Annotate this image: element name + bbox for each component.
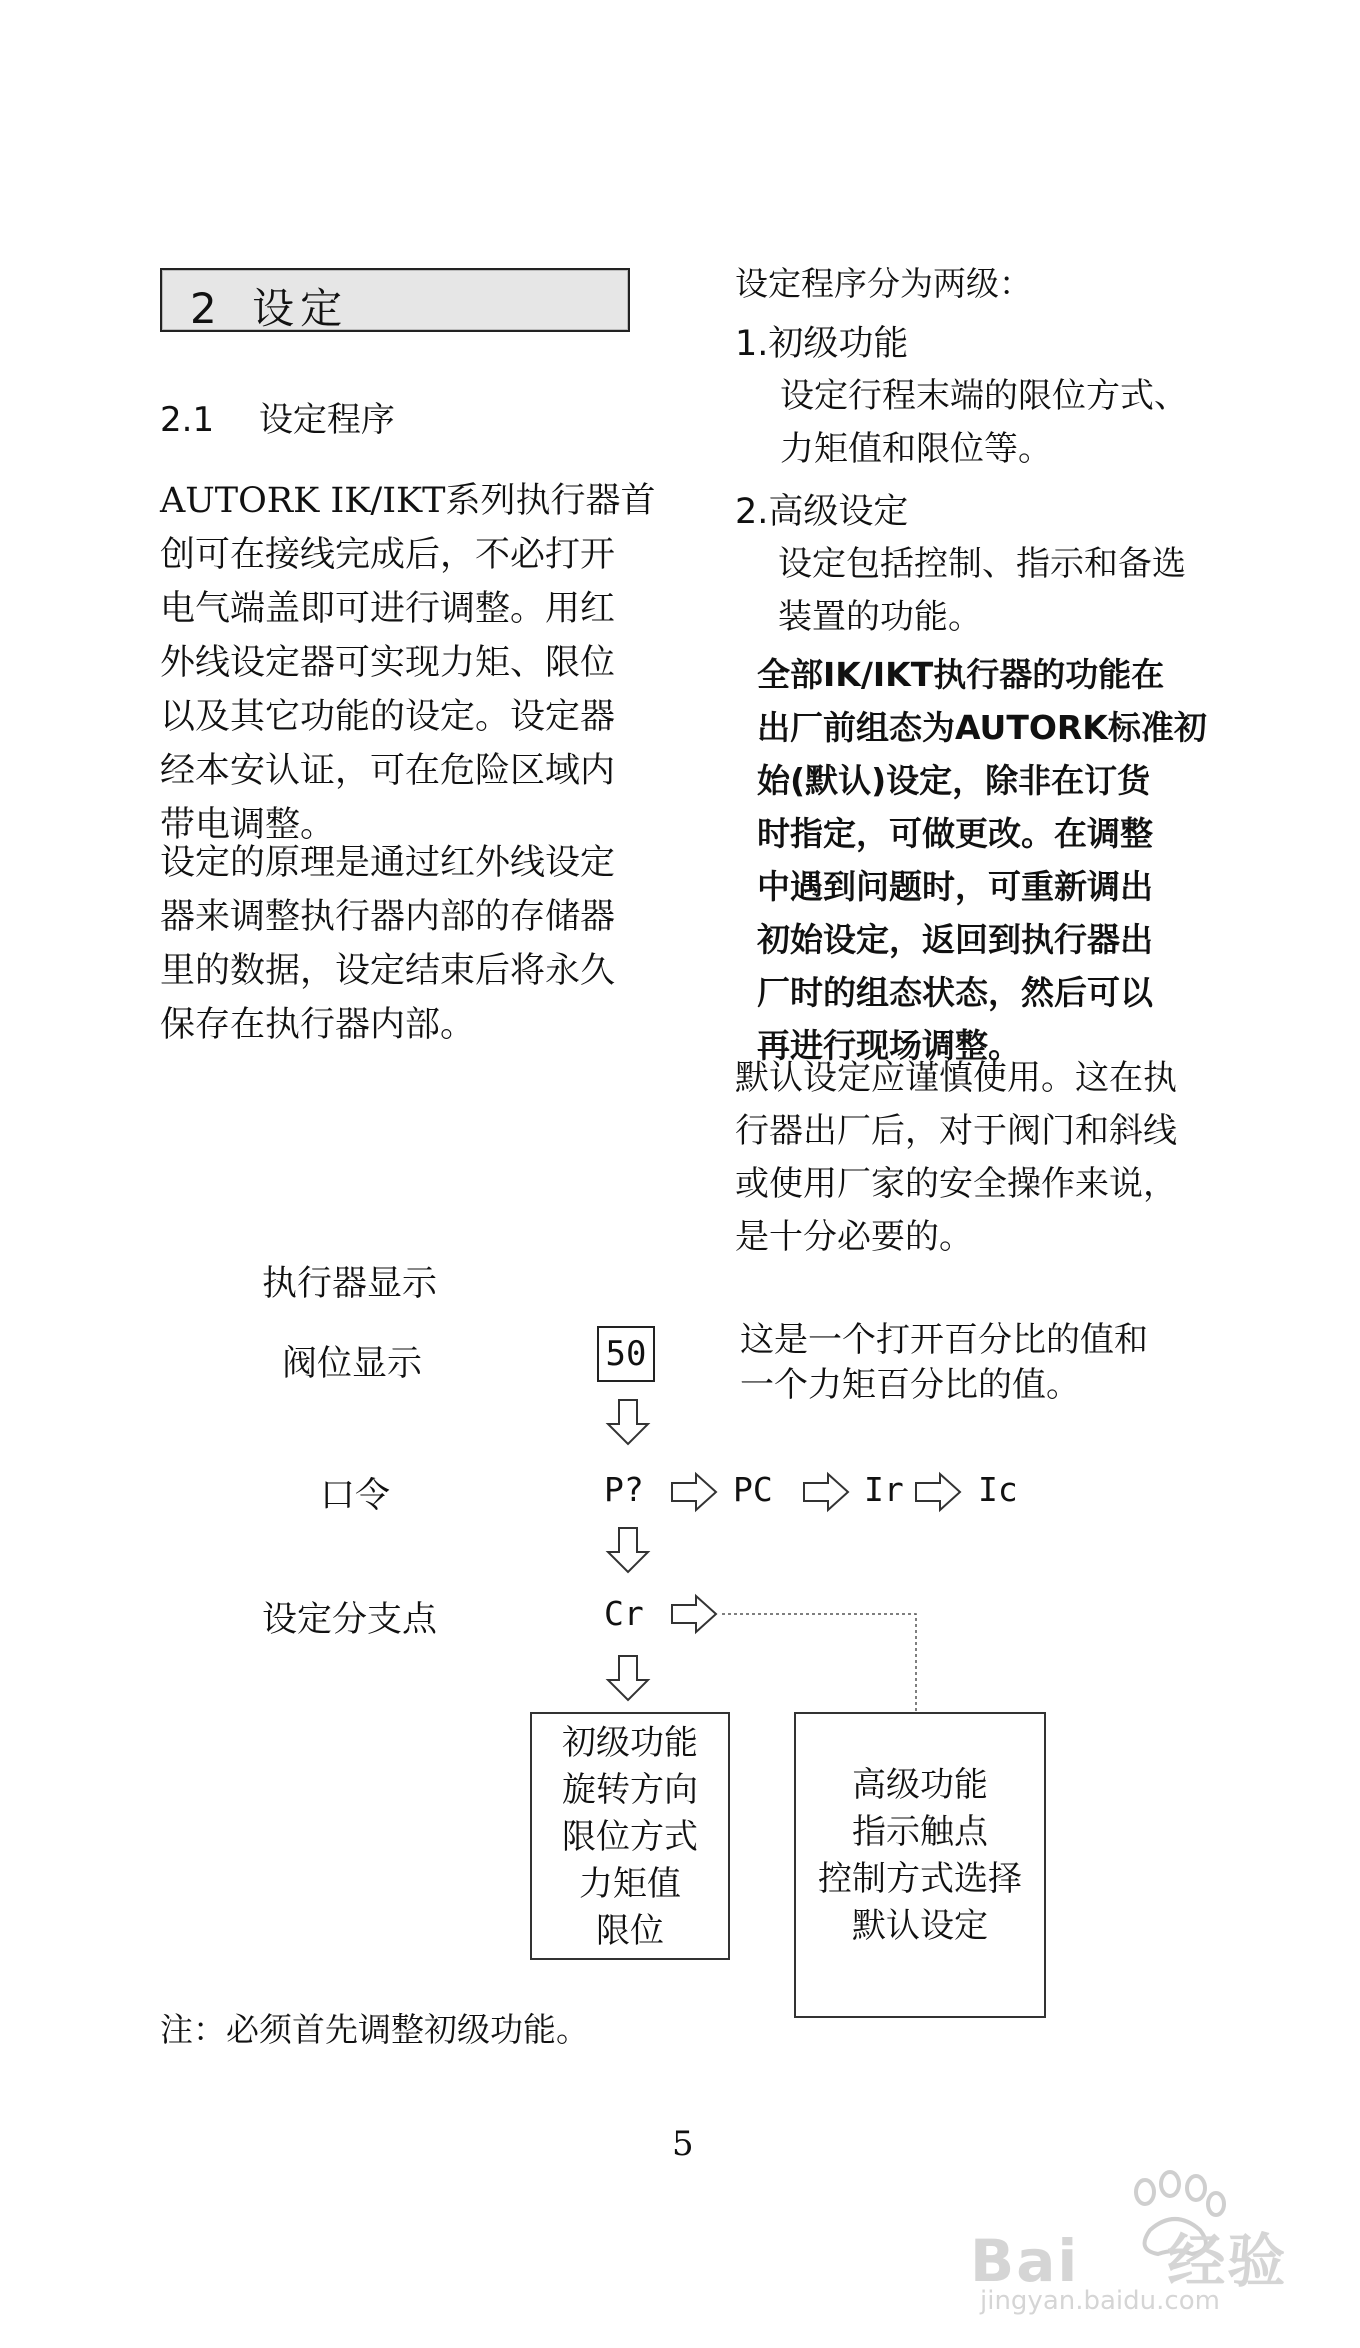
section-header [160,268,630,332]
caution-paragraph [735,1052,1177,1264]
right-arrow-icon [804,1474,848,1510]
advanced-box-title: 高级功能 [852,1765,988,1805]
text-line: AUTORK IK/IKT系列执行器首 [160,481,656,521]
row-label-password: 口令 [320,1476,391,1516]
section-number: 2 [190,284,223,333]
text-line: 力矩值和限位等。 [780,429,1052,469]
watermark-brand-tail: 经验 [1167,2227,1288,2295]
left-paragraph-1 [160,474,656,852]
text-line: 时指定，可做更改。在调整 [757,814,1153,853]
text-line: 电气端盖即可进行调整。用红 [160,589,616,629]
text-line: 默认设定应谨慎使用。这在执 [735,1058,1177,1098]
text-line: 设定的原理是通过红外线设定 [160,843,616,883]
text-line: 始(默认)设定，除非在订货 [757,761,1151,800]
watermark-brand-text: Bai [970,2227,1080,2295]
left-paragraph-2 [160,836,615,1052]
diagram-title: 执行器显示 [262,1264,438,1304]
text-line: 行器出厂后，对于阀门和斜线 [735,1111,1177,1151]
text-line: 一个力矩百分比的值。 [740,1365,1080,1405]
level2-heading: 2.高级设定 [735,492,909,532]
right-arrow-icon [672,1596,716,1632]
row-label-branch-point: 设定分支点 [262,1600,438,1640]
right-arrow-icon [672,1474,716,1510]
password-code-2: PC [733,1470,773,1509]
basic-box-item: 限位方式 [562,1817,698,1857]
baidu-watermark [960,2170,1340,2320]
level1-heading: 1.初级功能 [735,324,909,364]
text-line: 以及其它功能的设定。设定器 [160,697,616,737]
section-title: 设定 [252,284,349,333]
right-arrow-icon [916,1474,960,1510]
text-line: 外线设定器可实现力矩、限位 [160,643,616,683]
text-line: 是十分必要的。 [735,1217,973,1257]
display-description [740,1318,1148,1408]
basic-box-item: 限位 [596,1911,664,1951]
level2-text [778,538,1186,644]
down-arrow-icon [608,1656,648,1700]
watermark-url: jingyan.baidu.com [980,2286,1220,2316]
advanced-functions-box [794,1712,1046,2018]
dashed-connector [722,1614,916,1712]
text-line: 经本安认证，可在危险区域内 [160,751,616,791]
basic-box-item: 力矩值 [579,1864,681,1904]
text-line: 这是一个打开百分比的值和 [740,1320,1148,1360]
subsection-title: 设定程序 [258,400,395,440]
basic-box-title: 初级功能 [562,1723,698,1763]
level1-text [780,370,1188,476]
bold-note [757,648,1207,1072]
right-intro: 设定程序分为两级： [735,264,1032,303]
password-code-3: Ir [864,1470,904,1509]
footnote: 注：必须首先调整初级功能。 [160,2010,589,2049]
advanced-box-item: 指示触点 [852,1812,988,1852]
text-line: 创可在接线完成后，不必打开 [160,535,616,575]
down-arrow-icon [608,1400,648,1444]
advanced-box-item: 控制方式选择 [818,1859,1022,1899]
subsection-heading [160,392,395,441]
text-line: 中遇到问题时，可重新调出 [757,867,1153,906]
text-line: 初始设定，返回到执行器出 [757,920,1153,959]
advanced-box-item: 默认设定 [852,1906,988,1946]
text-line: 装置的功能。 [778,597,982,637]
text-line: 设定包括控制、指示和备选 [778,544,1186,584]
text-line: 保存在执行器内部。 [160,1005,476,1045]
display-value-box: 50 [597,1326,655,1382]
row-label-valve-position: 阀位显示 [282,1344,423,1384]
text-line: 里的数据，设定结束后将永久 [160,951,616,991]
password-code-4: Ic [978,1470,1018,1509]
text-line: 设定行程末端的限位方式、 [780,376,1188,416]
basic-box-item: 旋转方向 [562,1770,698,1810]
text-line: 厂时的组态状态，然后可以 [757,973,1153,1012]
branch-code: Cr [604,1594,644,1633]
page-number: 5 [672,2124,694,2164]
subsection-number: 2.1 [160,400,215,440]
basic-functions-box [530,1712,730,1960]
text-line: 器来调整执行器内部的存储器 [160,897,616,937]
down-arrow-icon [608,1528,648,1572]
text-line: 或使用厂家的安全操作来说， [735,1164,1177,1204]
text-line: 带电调整。 [160,805,336,845]
password-code-1: P? [604,1470,644,1509]
text-line: 再进行现场调整。 [757,1026,1021,1065]
text-line: 出厂前组态为AUTORK标准初 [757,708,1207,747]
text-line: 全部IK/IKT执行器的功能在 [757,655,1165,694]
